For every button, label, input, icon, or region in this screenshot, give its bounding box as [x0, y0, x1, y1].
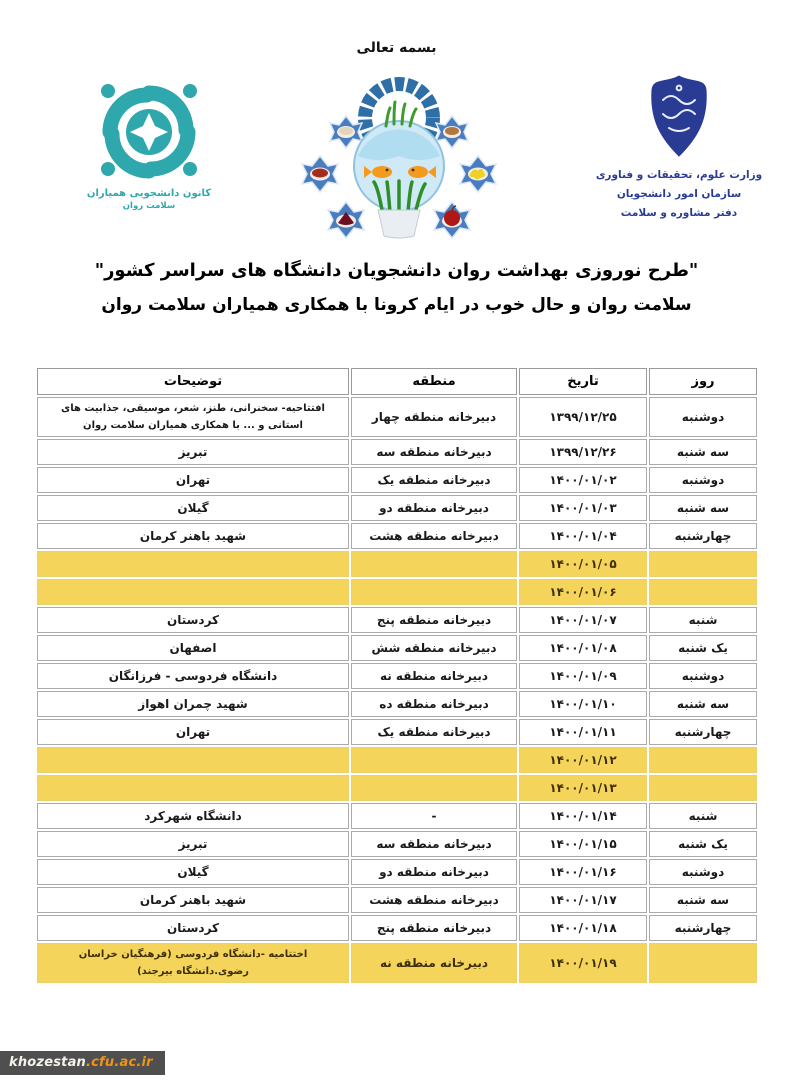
- cell-region: دبیرخانه منطقه چهار: [351, 397, 517, 437]
- table-header-row: [37, 368, 757, 395]
- cell-notes: دانشگاه فردوسی - فرزانگان: [37, 663, 349, 689]
- ministry-line-2: سازمان امور دانشجویان: [616, 188, 742, 200]
- table-row: [37, 607, 757, 633]
- hamyaran-logo-title: کانون دانشجویی همیاران: [86, 188, 212, 199]
- watermark-domain-part1: khozestan: [9, 1055, 86, 1070]
- table-row: [37, 691, 757, 717]
- table-row: [37, 579, 757, 605]
- cell-region: دبیرخانه منطقه نه: [351, 943, 517, 983]
- cell-day: [649, 943, 757, 983]
- cell-region: دبیرخانه منطقه دو: [351, 859, 517, 885]
- cell-region: دبیرخانه منطقه پنج: [351, 607, 517, 633]
- table-row: [37, 859, 757, 885]
- cell-day: [649, 579, 757, 605]
- ministry-logo: [588, 74, 770, 219]
- cell-notes: تبریز: [37, 439, 349, 465]
- cell-date: ۱۴۰۰/۰۱/۱۲: [519, 747, 647, 773]
- column-header-region: منطقه: [351, 368, 517, 395]
- cell-notes: کردستان: [37, 915, 349, 941]
- cell-region: دبیرخانه منطقه یک: [351, 467, 517, 493]
- cell-region: [351, 551, 517, 577]
- table-row: [37, 775, 757, 801]
- cell-notes: [37, 775, 349, 801]
- schedule-table-body: [37, 397, 757, 983]
- cell-notes: تهران: [37, 719, 349, 745]
- cell-day: یک شنبه: [649, 831, 757, 857]
- cell-notes: تهران: [37, 467, 349, 493]
- cell-day: سه شنبه: [649, 439, 757, 465]
- cell-notes: گیلان: [37, 495, 349, 521]
- cell-day: دوشنبه: [649, 397, 757, 437]
- cell-date: ۱۴۰۰/۰۱/۱۴: [519, 803, 647, 829]
- cell-date: ۱۴۰۰/۰۱/۰۵: [519, 551, 647, 577]
- cell-notes: [37, 551, 349, 577]
- cell-day: دوشنبه: [649, 663, 757, 689]
- cell-day: شنبه: [649, 607, 757, 633]
- cell-notes: دانشگاه شهرکرد: [37, 803, 349, 829]
- cell-notes: اصفهان: [37, 635, 349, 661]
- ministry-line-3: دفتر مشاوره و سلامت: [620, 207, 738, 219]
- cell-date: ۱۴۰۰/۰۱/۰۶: [519, 579, 647, 605]
- hamyaran-logo-icon: [97, 165, 201, 184]
- table-row: [37, 887, 757, 913]
- column-header-day: روز: [649, 368, 757, 395]
- table-row: [37, 831, 757, 857]
- cell-notes: [37, 579, 349, 605]
- table-row: [37, 551, 757, 577]
- table-row: [37, 803, 757, 829]
- cell-day: سه شنبه: [649, 691, 757, 717]
- cell-notes: تبریز: [37, 831, 349, 857]
- haft-sin-image: [290, 70, 508, 252]
- cell-date: ۱۴۰۰/۰۱/۱۱: [519, 719, 647, 745]
- table-row: [37, 439, 757, 465]
- table-row: [37, 663, 757, 689]
- cell-region: [351, 775, 517, 801]
- cell-day: یک شنبه: [649, 635, 757, 661]
- schedule-table: [35, 366, 759, 985]
- column-header-date: تاریخ: [519, 368, 647, 395]
- cell-date: ۱۴۰۰/۰۱/۱۵: [519, 831, 647, 857]
- ministry-line-1: وزارت علوم، تحقیقات و فناوری: [595, 169, 763, 181]
- cell-notes: گیلان: [37, 859, 349, 885]
- cell-day: سه شنبه: [649, 495, 757, 521]
- cell-region: دبیرخانه منطقه هشت: [351, 523, 517, 549]
- cell-region: [351, 747, 517, 773]
- cell-notes: شهید باهنر کرمان: [37, 887, 349, 913]
- cell-day: دوشنبه: [649, 467, 757, 493]
- table-row: [37, 467, 757, 493]
- cell-region: دبیرخانه منطقه یک: [351, 719, 517, 745]
- cell-date: ۱۴۰۰/۰۱/۰۲: [519, 467, 647, 493]
- cell-date: ۱۴۰۰/۰۱/۱۷: [519, 887, 647, 913]
- cell-date: ۱۳۹۹/۱۲/۲۶: [519, 439, 647, 465]
- cell-day: چهارشنبه: [649, 523, 757, 549]
- cell-date: ۱۴۰۰/۰۱/۱۸: [519, 915, 647, 941]
- bismillah-text: بسمه تعالی: [356, 40, 437, 56]
- cell-date: ۱۴۰۰/۰۱/۱۶: [519, 859, 647, 885]
- cell-notes: افتتاحیه- سخنرانی، طنز، شعر، موسیقی، جذابیت های استانی و ... با همکاری همیاران سلامت روان: [37, 397, 349, 437]
- title-line-1: "طرح نوروزی بهداشت روان دانشجویان دانشگاه های سراسر کشور": [94, 260, 699, 281]
- cell-notes: [37, 747, 349, 773]
- cell-date: ۱۴۰۰/۰۱/۰۷: [519, 607, 647, 633]
- cell-date: ۱۴۰۰/۰۱/۱۳: [519, 775, 647, 801]
- cell-region: دبیرخانه منطقه شش: [351, 635, 517, 661]
- schedule-table-container: [35, 366, 759, 985]
- cell-day: [649, 775, 757, 801]
- cell-date: ۱۴۰۰/۰۱/۱۰: [519, 691, 647, 717]
- table-row: [37, 915, 757, 941]
- table-row: [37, 523, 757, 549]
- cell-day: چهارشنبه: [649, 915, 757, 941]
- cell-date: ۱۴۰۰/۰۱/۰۴: [519, 523, 647, 549]
- cell-region: دبیرخانه منطقه نه: [351, 663, 517, 689]
- cell-day: دوشنبه: [649, 859, 757, 885]
- cell-region: دبیرخانه منطقه دو: [351, 495, 517, 521]
- cell-region: -: [351, 803, 517, 829]
- cell-notes: شهید باهنر کرمان: [37, 523, 349, 549]
- cell-region: دبیرخانه منطقه پنج: [351, 915, 517, 941]
- table-row: [37, 635, 757, 661]
- column-header-notes: توضیحات: [37, 368, 349, 395]
- cell-date: ۱۳۹۹/۱۲/۲۵: [519, 397, 647, 437]
- cell-day: [649, 551, 757, 577]
- cell-notes: اختتامیه -دانشگاه فردوسی (فرهنگیان خراسان رضوی.دانشگاه بیرجند): [37, 943, 349, 983]
- cell-region: دبیرخانه منطقه سه: [351, 439, 517, 465]
- site-watermark: [0, 1051, 165, 1075]
- cell-day: چهارشنبه: [649, 719, 757, 745]
- table-row: [37, 719, 757, 745]
- hamyaran-logo-subtitle: سلامت روان: [122, 201, 176, 211]
- cell-region: [351, 579, 517, 605]
- hamyaran-logo: [84, 80, 214, 211]
- cell-date: ۱۴۰۰/۰۱/۰۳: [519, 495, 647, 521]
- cell-day: شنبه: [649, 803, 757, 829]
- cell-date: ۱۴۰۰/۰۱/۰۸: [519, 635, 647, 661]
- cell-region: دبیرخانه منطقه ده: [351, 691, 517, 717]
- document-title: [0, 254, 793, 322]
- cell-day: سه شنبه: [649, 887, 757, 913]
- cell-region: دبیرخانه منطقه سه: [351, 831, 517, 857]
- cell-region: دبیرخانه منطقه هشت: [351, 887, 517, 913]
- table-row: [37, 397, 757, 437]
- cell-notes: کردستان: [37, 607, 349, 633]
- cell-day: [649, 747, 757, 773]
- cell-date: ۱۴۰۰/۰۱/۰۹: [519, 663, 647, 689]
- title-line-2: سلامت روان و حال خوب در ایام کرونا با همکاری همیاران سلامت روان: [101, 295, 692, 315]
- table-row: [37, 495, 757, 521]
- ministry-emblem-icon: [641, 143, 717, 162]
- table-row: [37, 943, 757, 983]
- cell-notes: شهید چمران اهواز: [37, 691, 349, 717]
- watermark-domain-part2: .cfu.ac.ir: [86, 1055, 153, 1070]
- cell-date: ۱۴۰۰/۰۱/۱۹: [519, 943, 647, 983]
- table-row: [37, 747, 757, 773]
